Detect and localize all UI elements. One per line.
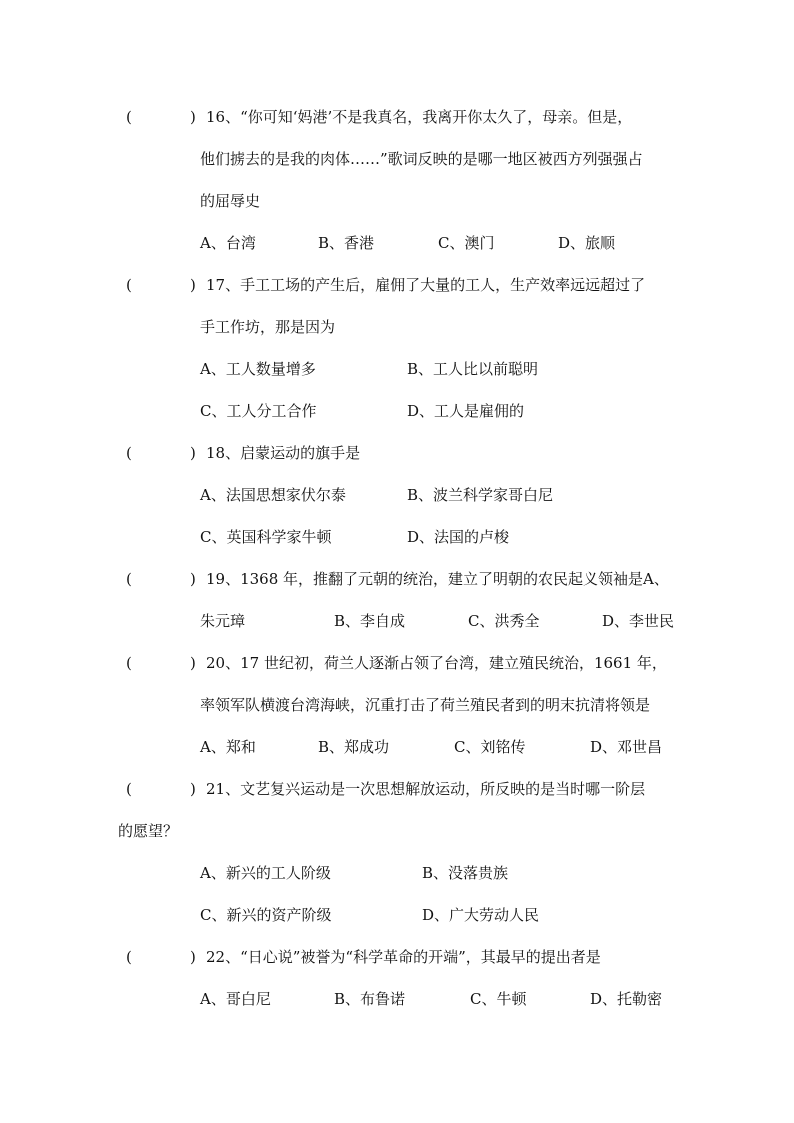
option-d: D、法国的卢梭	[407, 528, 510, 546]
option-c: C、牛顿	[470, 990, 527, 1008]
option-d: D、邓世昌	[590, 738, 663, 756]
option-a: A、郑和	[200, 738, 256, 756]
question-text: 率领军队横渡台湾海峡，沉重打击了荷兰殖民者到的明末抗清将领是	[200, 696, 651, 714]
answer-paren-close: )	[190, 108, 196, 126]
answer-paren-open: (	[126, 108, 132, 126]
question-text: 19、1368 年，推翻了元朝的统治，建立了明朝的农民起义领袖是A、	[206, 570, 669, 588]
answer-paren-open: (	[126, 780, 132, 798]
question-text: 22、“日心说”被誉为“科学革命的开端”，其最早的提出者是	[206, 948, 601, 966]
option-a: A、新兴的工人阶级	[200, 864, 331, 882]
option-a: A、哥白尼	[200, 990, 271, 1008]
answer-paren-close: )	[190, 444, 196, 462]
answer-paren-open: (	[126, 654, 132, 672]
answer-paren-open: (	[126, 444, 132, 462]
option-b: B、没落贵族	[422, 864, 509, 882]
option-d: D、旅顺	[558, 234, 616, 252]
option-b: B、香港	[318, 234, 375, 252]
option-a: 朱元璋	[200, 612, 246, 630]
option-c: C、澳门	[438, 234, 495, 252]
answer-paren-open: (	[126, 276, 132, 294]
option-c: C、英国科学家牛顿	[200, 528, 332, 546]
option-d: D、工人是雇佣的	[407, 402, 525, 420]
option-b: B、郑成功	[318, 738, 390, 756]
option-c: C、洪秀全	[468, 612, 540, 630]
option-c: C、工人分工合作	[200, 402, 317, 420]
option-b: B、李自成	[334, 612, 406, 630]
answer-paren-open: (	[126, 948, 132, 966]
option-d: D、广大劳动人民	[422, 906, 540, 924]
option-c: C、新兴的资产阶级	[200, 906, 332, 924]
answer-paren-close: )	[190, 276, 196, 294]
question-text: 18、启蒙运动的旗手是	[206, 444, 361, 462]
question-text: 17、手工工场的产生后，雇佣了大量的工人，生产效率远远超过了	[206, 276, 646, 294]
answer-paren-close: )	[190, 654, 196, 672]
option-a: A、法国思想家伏尔泰	[200, 486, 346, 504]
answer-paren-close: )	[190, 780, 196, 798]
option-d: D、李世民	[602, 612, 675, 630]
question-text: 20、17 世纪初，荷兰人逐渐占领了台湾，建立殖民统治，1661 年，	[206, 654, 667, 672]
answer-paren-close: )	[190, 948, 196, 966]
question-text: 的愿望？	[118, 822, 179, 840]
option-b: B、波兰科学家哥白尼	[407, 486, 554, 504]
answer-paren-open: (	[126, 570, 132, 588]
option-b: B、工人比以前聪明	[407, 360, 539, 378]
option-a: A、台湾	[200, 234, 256, 252]
option-c: C、刘铭传	[454, 738, 526, 756]
answer-paren-close: )	[190, 570, 196, 588]
option-b: B、布鲁诺	[334, 990, 406, 1008]
question-text: 手工作坊，那是因为	[200, 318, 336, 336]
option-d: D、托勒密	[590, 990, 663, 1008]
question-text: 的屈辱史	[200, 192, 261, 210]
question-text: 21、文艺复兴运动是一次思想解放运动，所反映的是当时哪一阶层	[206, 780, 646, 798]
option-a: A、工人数量增多	[200, 360, 316, 378]
question-text: 他们掳去的是我的肉体……”歌词反映的是哪一地区被西方列强强占	[200, 150, 643, 168]
question-text: 16、“你可知‘妈港’不是我真名，我离开你太久了，母亲。但是，	[206, 108, 633, 126]
